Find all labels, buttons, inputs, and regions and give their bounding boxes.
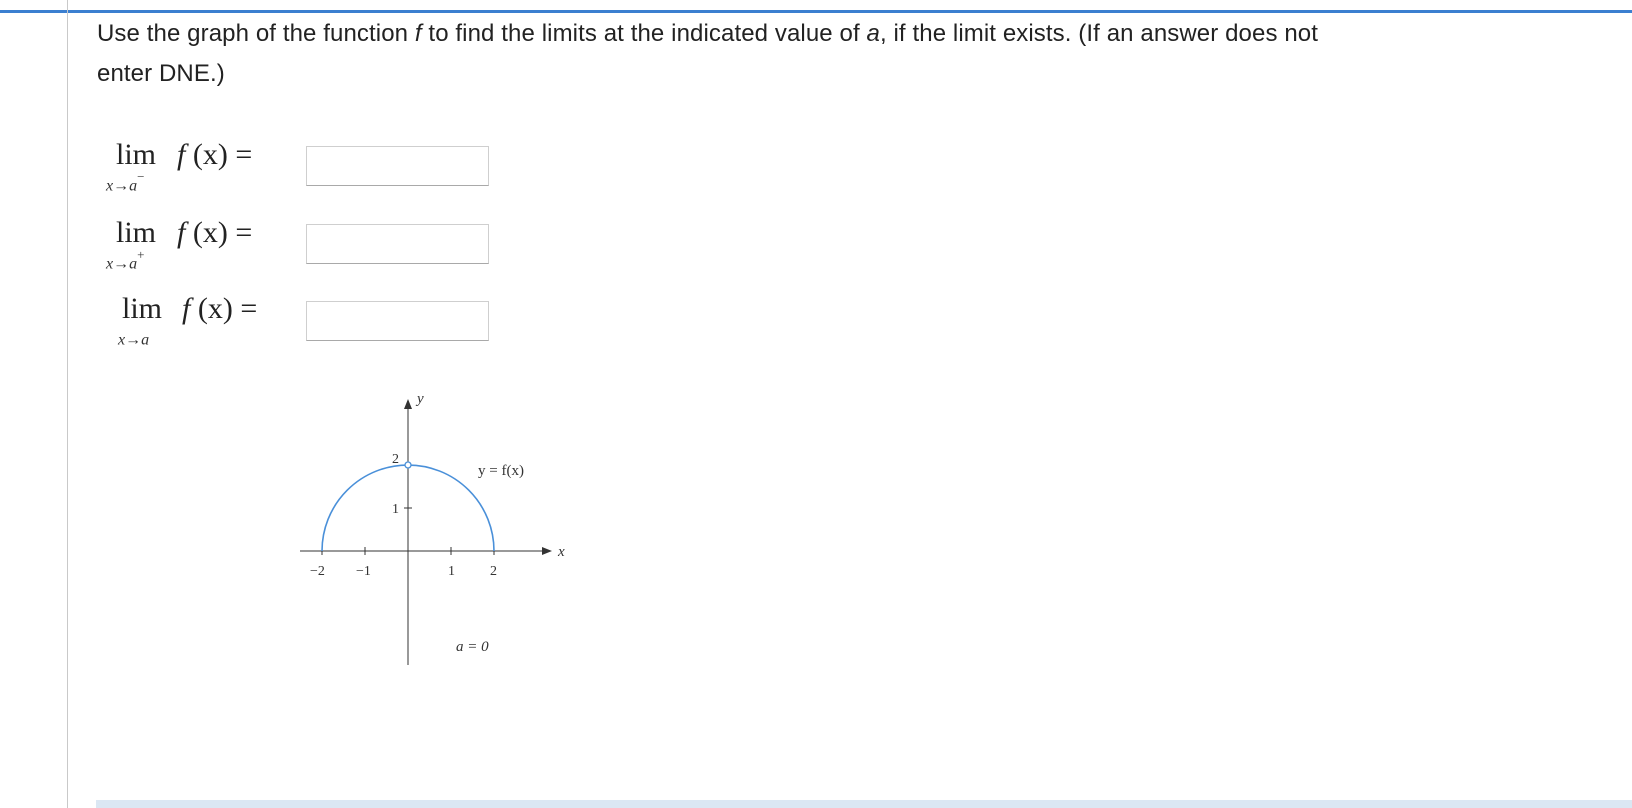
y-axis-label: y (417, 391, 424, 407)
lim-word: lim (116, 216, 157, 249)
x-tick-label: −1 (356, 564, 371, 579)
top-accent-rule (0, 10, 1632, 13)
x-tick-label: 1 (448, 564, 455, 579)
answer-left-limit-input[interactable] (306, 146, 489, 186)
x-axis-label: x (558, 544, 565, 560)
question-part: to find the limits at the indicated value of (421, 20, 867, 47)
func-rest: (x) = (185, 216, 253, 249)
question-part: , if the limit exists. (If an answer does not (879, 20, 1318, 47)
y-axis-arrow (404, 399, 412, 409)
function-graph (296, 385, 596, 685)
lim-sup: − (137, 169, 145, 184)
lim-subscript (106, 169, 145, 195)
open-point-marker (405, 462, 411, 468)
lim-sub-text: x→a (118, 331, 150, 349)
question-line-2: enter DNE.) (97, 60, 225, 87)
a-value-label: a = 0 (456, 639, 489, 655)
lim-sup: + (137, 247, 145, 262)
lim-word: lim (122, 292, 163, 325)
left-border (67, 0, 68, 808)
lim-word: lim (116, 138, 157, 171)
function-expression (182, 292, 257, 326)
y-tick-label: 1 (392, 502, 399, 517)
func-rest: (x) = (185, 138, 253, 171)
func-rest: (x) = (190, 292, 258, 325)
question-f: f (414, 20, 422, 47)
func-f: f (182, 292, 191, 325)
lim-sub-text: x→a (106, 177, 138, 195)
y-tick-label: 2 (392, 452, 399, 467)
func-f: f (177, 138, 186, 171)
answer-right-limit-input[interactable] (306, 224, 489, 264)
function-expression (177, 138, 252, 172)
answer-two-sided-limit-input[interactable] (306, 301, 489, 341)
function-label: y = f(x) (478, 463, 524, 479)
lim-subscript (118, 326, 149, 349)
question-part: Use the graph of the function (97, 20, 415, 47)
bottom-divider (96, 800, 1632, 808)
x-tick-label: 2 (490, 564, 497, 579)
question-line-1 (97, 14, 1632, 54)
question-a: a (866, 20, 880, 47)
x-tick-label: −2 (310, 564, 325, 579)
question-text (97, 14, 1632, 94)
lim-sub-text: x→a (106, 255, 138, 273)
func-f: f (177, 216, 186, 249)
x-axis-arrow (542, 547, 552, 555)
function-expression (177, 216, 252, 250)
lim-subscript (106, 247, 145, 273)
